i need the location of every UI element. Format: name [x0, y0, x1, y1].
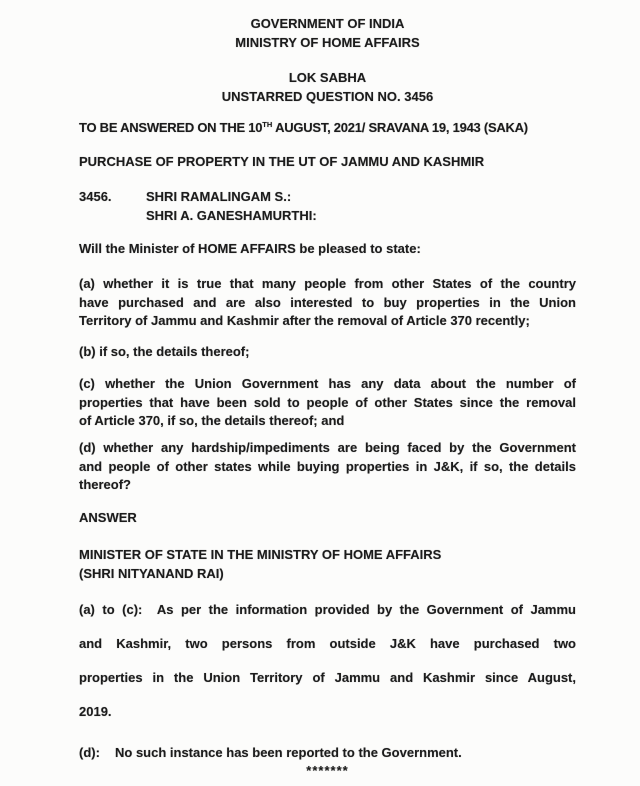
- question-part-c: [79, 375, 576, 431]
- question-a-line-1: (a) whether it is true that many people from other States of the country: [79, 276, 576, 291]
- answer-d: [79, 744, 576, 763]
- question-d-line-1: (d) whether any hardship/impediments are being faced by the Government: [79, 440, 576, 455]
- answer-ac-line-3: properties in the Union Territory of Jammu and Kashmir since August,: [79, 670, 576, 685]
- question-a-line-3: Territory of Jammu and Kashmir after the removal of Article 370 recently;: [79, 313, 530, 328]
- answer-ac-line-1: (a) to (c): As per the information provided by the Government of Jammu: [79, 602, 576, 617]
- ministry-title: MINISTRY OF HOME AFFAIRS: [235, 34, 420, 50]
- question-ref: [79, 188, 576, 225]
- answer-ac-line-2: and Kashmir, two persons from outside J&K have purchased two: [79, 636, 576, 651]
- date-ordinal-superscript: TH: [262, 120, 273, 129]
- member-name-2: SHRI A. GANESHAMURTHI:: [146, 207, 317, 223]
- minister-title: MINISTER OF STATE IN THE MINISTRY OF HOME AFFAIRS: [79, 547, 442, 562]
- question-c-line-2: properties that have been sold to people of other States since the removal: [79, 394, 576, 410]
- answer-heading: ANSWER: [79, 510, 137, 525]
- answer-date-suffix: AUGUST, 2021/ SRAVANA 19, 1943 (SAKA): [272, 120, 528, 135]
- member-names: [146, 188, 576, 225]
- house-name: LOK SABHA: [288, 70, 367, 85]
- question-ref-number: 3456.: [79, 189, 112, 204]
- ministry-header: [79, 15, 576, 52]
- minister-name: (SHRI NITYANAND RAI): [79, 565, 224, 581]
- member-name-1: SHRI RAMALINGAM S.:: [146, 189, 292, 204]
- question-number-line: UNSTARRED QUESTION NO. 3456: [221, 88, 434, 104]
- answer-date-prefix: TO BE ANSWERED ON THE 10: [79, 120, 263, 135]
- answer-date-line: [79, 119, 576, 140]
- answer-d-text: No such instance has been reported to the Government.: [115, 745, 462, 760]
- answer-a-to-c: [79, 593, 576, 729]
- question-d-line-2: and people of other states while buying properties in J&K, if so, the details: [79, 458, 576, 474]
- question-part-a: [79, 275, 576, 331]
- answer-ac-line-4: 2019.: [79, 704, 112, 719]
- question-part-b: (b) if so, the details thereof;: [79, 344, 250, 359]
- minister-block: [79, 546, 576, 583]
- question-a-line-2: have purchased and are also interested to buy properties in the Union: [79, 294, 576, 310]
- footer-asterisks: *******: [306, 763, 349, 778]
- question-part-d: [79, 439, 576, 495]
- question-c-line-3: of Article 370, if so, the details thereof; and: [79, 413, 345, 428]
- answer-d-label: (d):: [79, 745, 100, 760]
- session-header: [79, 69, 576, 106]
- question-d-line-3: thereof?: [79, 477, 131, 492]
- government-of-india-title: GOVERNMENT OF INDIA: [250, 16, 405, 31]
- question-c-line-1: (c) whether the Union Government has any data about the number of: [79, 376, 576, 391]
- subject-line: PURCHASE OF PROPERTY IN THE UT OF JAMMU AND KASHMIR: [79, 154, 485, 169]
- question-intro: Will the Minister of HOME AFFAIRS be pleased to state:: [79, 241, 421, 256]
